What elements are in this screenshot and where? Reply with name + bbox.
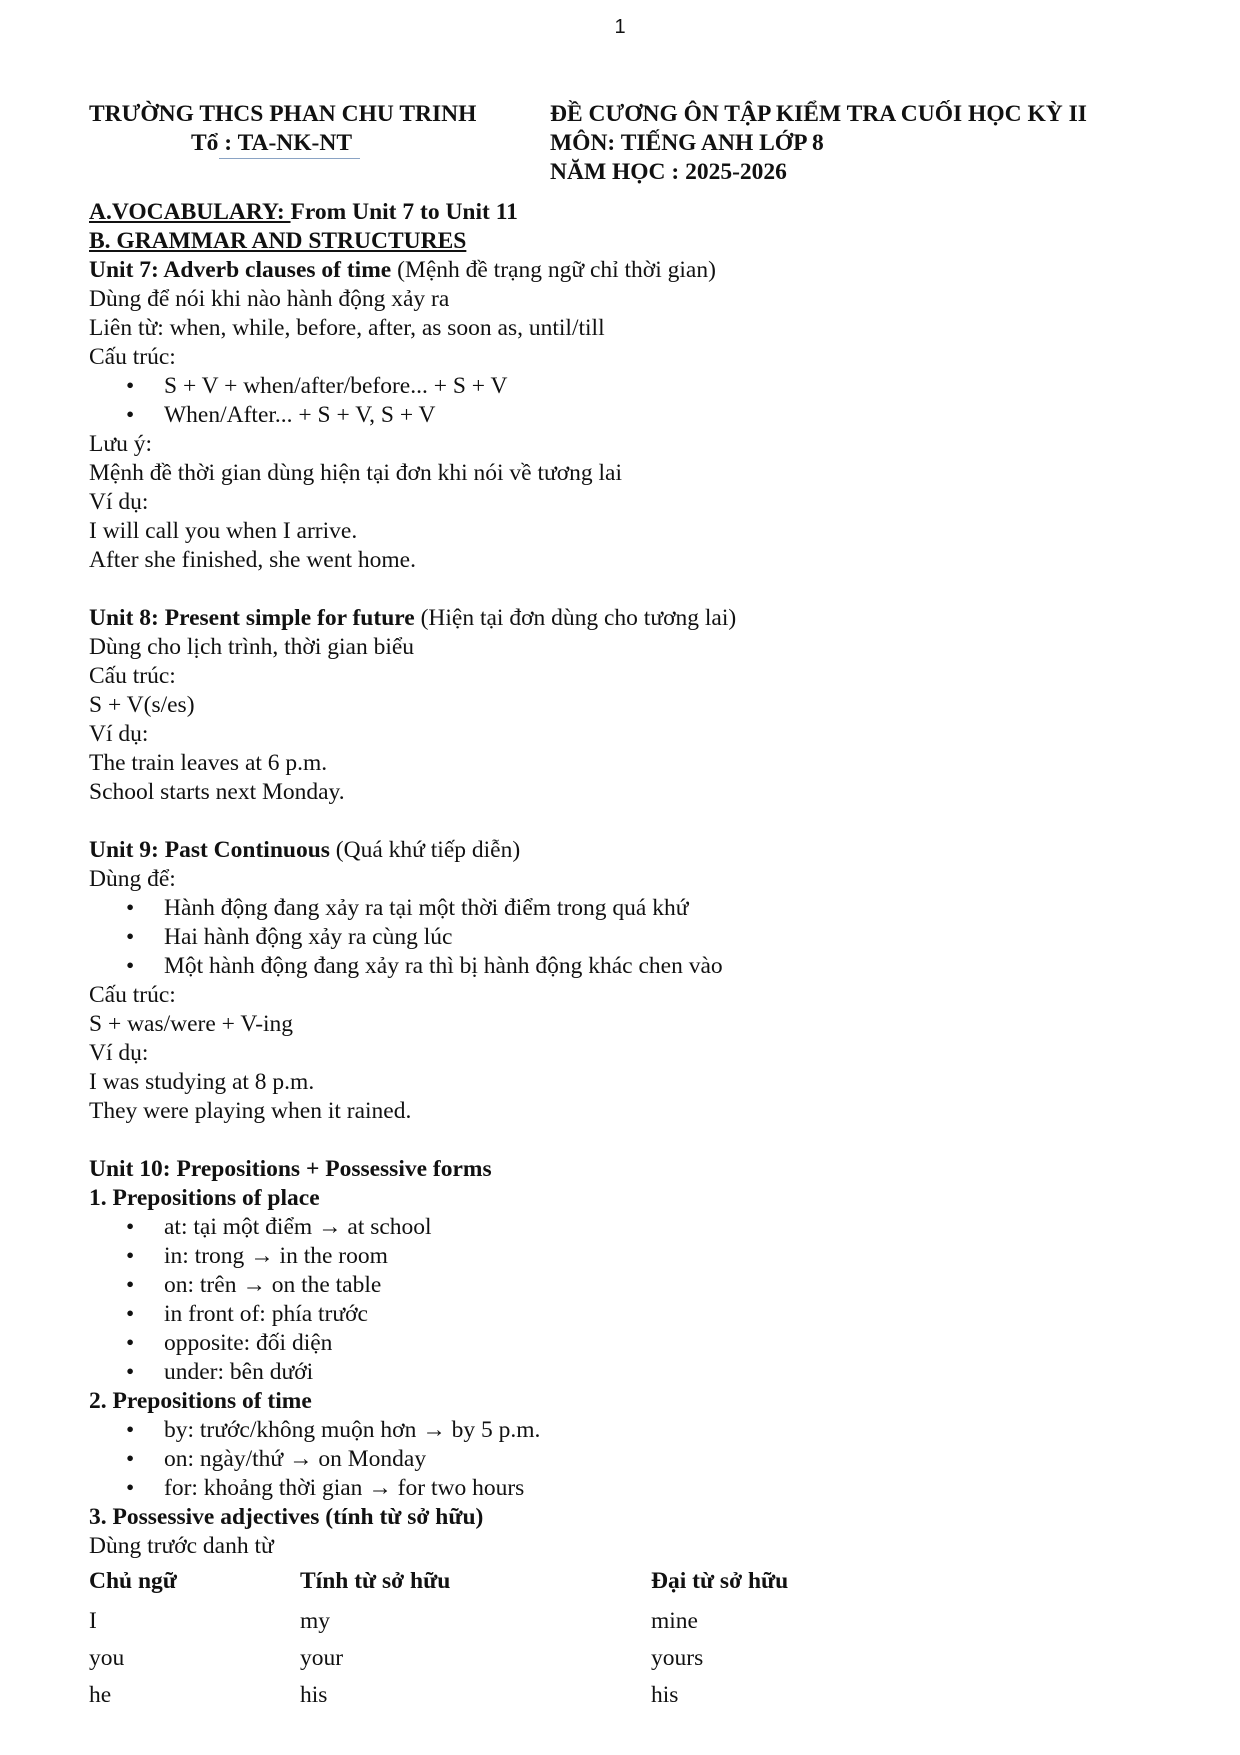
unit9-example: They were playing when it rained.: [89, 1098, 412, 1124]
list-item: • under: bên dưới: [89, 1358, 1169, 1387]
spacer: [89, 1126, 1169, 1155]
unit9-structure: S + was/were + V-ing: [89, 1011, 294, 1037]
unit8-subtitle: (Hiện tại đơn dùng cho tương lai): [414, 605, 737, 631]
department-name: TA-NK-NT: [237, 130, 353, 156]
section-b-heading: B. GRAMMAR AND STRUCTURES: [89, 228, 467, 254]
place-heading: 1. Prepositions of place: [89, 1185, 320, 1211]
department-prefix: Tổ :: [191, 130, 238, 156]
unit8-usage: Dùng cho lịch trình, thời gian biểu: [89, 634, 415, 660]
list-item: • in front of: phía trước: [89, 1300, 1169, 1329]
header-left: [89, 100, 549, 158]
list-item: • on: trên → on the table: [89, 1271, 1169, 1300]
unit8-heading: [89, 604, 1169, 633]
page-number: 1: [614, 16, 626, 38]
unit7-title: Unit 7: Adverb clauses of time: [89, 257, 392, 283]
table-cell: your: [300, 1645, 344, 1671]
table-cell: he: [89, 1682, 112, 1708]
list-item: • for: khoảng thời gian → for two hours: [89, 1474, 1169, 1503]
table-cell: I: [89, 1608, 97, 1634]
department-line: [89, 129, 549, 158]
document-body: [89, 198, 1169, 1718]
list-item: • Hành động đang xảy ra tại một thời điểm trong quá khứ: [89, 894, 1169, 923]
unit7-heading: [89, 256, 1169, 285]
table-row: [89, 1607, 951, 1644]
time-heading: 2. Prepositions of time: [89, 1388, 312, 1414]
table-cell: you: [89, 1645, 125, 1671]
unit7-note: Mệnh đề thời gian dùng hiện tại đơn khi nói về tương lai: [89, 460, 622, 486]
place-list: [89, 1213, 1169, 1387]
unit10-title: Unit 10: Prepositions + Possessive forms: [89, 1156, 492, 1182]
list-item: • Hai hành động xảy ra cùng lúc: [89, 923, 1169, 952]
section-a-text: From Unit 7 to Unit 11: [290, 199, 518, 225]
list-item: • on: ngày/thứ → on Monday: [89, 1445, 1169, 1474]
unit7-usage: Dùng để nói khi nào hành động xảy ra: [89, 286, 450, 312]
unit8-title: Unit 8: Present simple for future: [89, 605, 415, 631]
document-title: ĐỀ CƯƠNG ÔN TẬP KIỂM TRA CUỐI HỌC KỲ II: [550, 101, 1087, 127]
list-item: • by: trước/không muộn hơn → by 5 p.m.: [89, 1416, 1169, 1445]
table-cell: his: [651, 1682, 679, 1708]
unit7-example: I will call you when I arrive.: [89, 518, 358, 544]
list-item: • at: tại một điểm → at school: [89, 1213, 1169, 1242]
section-a-heading: [89, 198, 1169, 227]
unit9-heading: [89, 836, 1169, 865]
unit8-structure-label: Cấu trúc:: [89, 663, 176, 689]
column-header: Tính từ sở hữu: [300, 1568, 451, 1594]
subject-line: MÔN: TIẾNG ANH LỚP 8: [550, 130, 824, 156]
unit9-title: Unit 9: Past Continuous: [89, 837, 330, 863]
possessive-heading: 3. Possessive adjectives (tính từ sở hữu): [89, 1504, 484, 1530]
possessive-usage: Dùng trước danh từ: [89, 1533, 274, 1559]
column-header: Đại từ sở hữu: [651, 1568, 789, 1594]
unit8-example: School starts next Monday.: [89, 779, 345, 805]
unit9-usage-label: Dùng để:: [89, 866, 176, 892]
unit9-usage-list: [89, 894, 1169, 981]
unit8-example-label: Ví dụ:: [89, 721, 149, 747]
table-cell: mine: [651, 1608, 698, 1634]
unit7-conjunctions: Liên từ: when, while, before, after, as soon as, until/till: [89, 315, 605, 341]
unit9-subtitle: (Quá khứ tiếp diễn): [329, 837, 521, 863]
unit7-structure-label: Cấu trúc:: [89, 344, 176, 370]
header-right: [550, 100, 1170, 187]
table-row: [89, 1644, 951, 1681]
unit7-structure-list: [89, 372, 1169, 430]
list-item: • S + V + when/after/before... + S + V: [89, 372, 1169, 401]
list-item: • Một hành động đang xảy ra thì bị hành động khác chen vào: [89, 952, 1169, 981]
unit7-example-label: Ví dụ:: [89, 489, 149, 515]
unit7-note-label: Lưu ý:: [89, 431, 152, 457]
column-header: Chủ ngữ: [89, 1568, 177, 1594]
unit7-subtitle: (Mệnh đề trạng ngữ chỉ thời gian): [391, 257, 716, 283]
table-row: [89, 1681, 951, 1718]
time-list: [89, 1416, 1169, 1503]
spacer: [89, 575, 1169, 604]
list-item: • in: trong → in the room: [89, 1242, 1169, 1271]
section-a-label: A.VOCABULARY:: [89, 199, 291, 225]
unit8-example: The train leaves at 6 p.m.: [89, 750, 328, 776]
unit8-structure: S + V(s/es): [89, 692, 195, 718]
list-item: • When/After... + S + V, S + V: [89, 401, 1169, 430]
school-name: TRƯỜNG THCS PHAN CHU TRINH: [89, 101, 477, 127]
school-year: NĂM HỌC : 2025-2026: [550, 159, 787, 185]
unit9-structure-label: Cấu trúc:: [89, 982, 176, 1008]
list-item: • opposite: đối diện: [89, 1329, 1169, 1358]
unit9-example: I was studying at 8 p.m.: [89, 1069, 315, 1095]
table-header-row: [89, 1567, 951, 1607]
unit7-example: After she finished, she went home.: [89, 547, 416, 573]
spacer: [89, 807, 1169, 836]
table-cell: yours: [651, 1645, 704, 1671]
possessive-table: [89, 1567, 951, 1718]
unit9-example-label: Ví dụ:: [89, 1040, 149, 1066]
table-cell: my: [300, 1608, 331, 1634]
table-cell: his: [300, 1682, 328, 1708]
